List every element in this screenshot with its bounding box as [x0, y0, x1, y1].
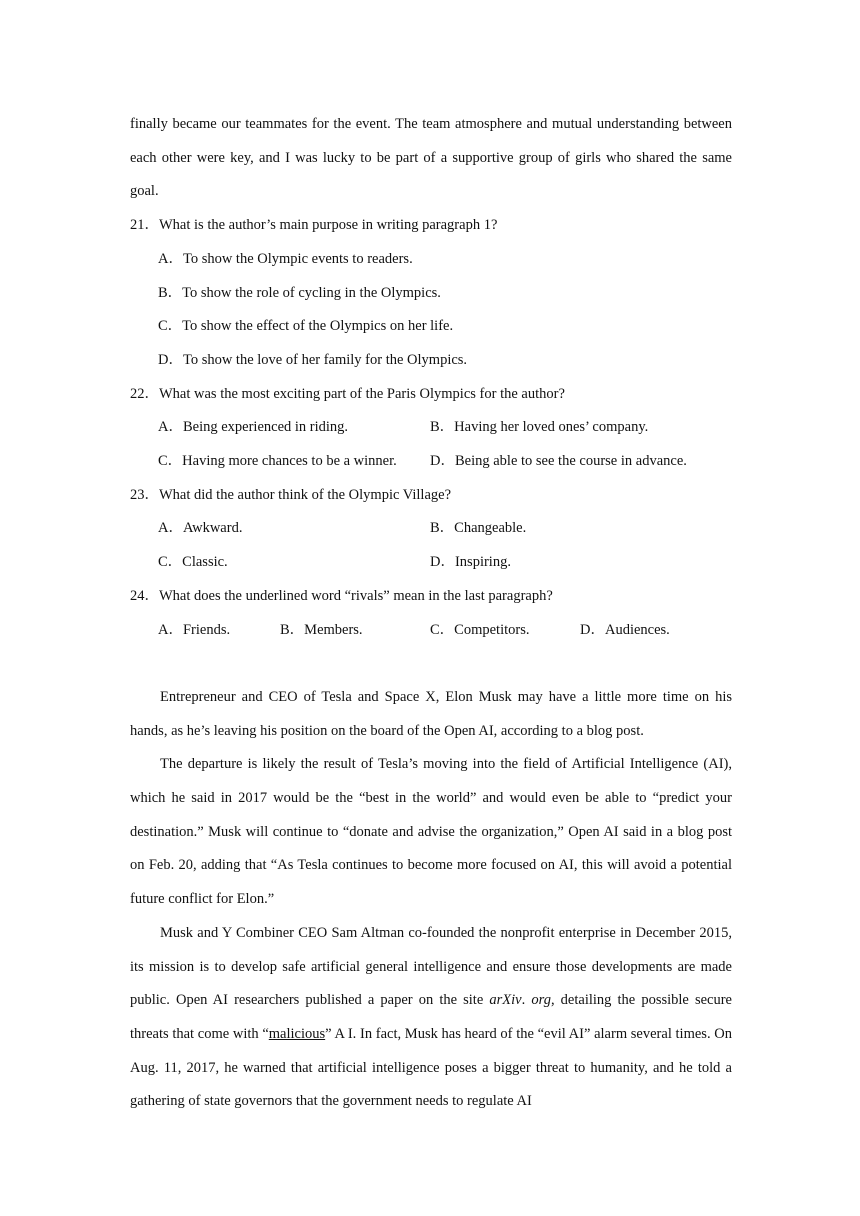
text-run: . [521, 992, 532, 1009]
option-d: D．Audiences. [580, 621, 670, 638]
question-stem [130, 209, 732, 243]
passage-paragraph-1: Entrepreneur and CEO of Tesla and Space X, Elon Musk may have a little more time on his hands, as he’s leaving his position on the board of the Open AI, according to a blog post. [130, 688, 732, 739]
option-c: C．Classic. [158, 554, 228, 571]
option-a: A．Being experienced in riding. [158, 419, 349, 436]
section-gap [130, 647, 732, 681]
site-domain: org [531, 992, 551, 1009]
question-text: What does the underlined word “rivals” mean in the last paragraph? [159, 587, 553, 604]
text-run: , detailing the possible secure threats that come with “ [130, 992, 732, 1042]
question-number: 22． [130, 385, 159, 402]
option-b: B．To show the role of cycling in the Olympics. [158, 284, 441, 301]
option-row [158, 546, 732, 580]
question-21 [130, 209, 732, 378]
option-a: A．Awkward. [158, 520, 243, 537]
option-c: C．Competitors. [430, 621, 530, 638]
question-24 [130, 580, 732, 647]
question-number: 24． [130, 587, 159, 604]
option-b: B．Changeable. [430, 520, 527, 537]
option-d: D．To show the love of her family for the Olympics. [158, 351, 468, 368]
question-stem [130, 378, 732, 412]
underlined-word: malicious [268, 1025, 326, 1042]
passage-paragraph-2: The departure is likely the result of Tesla’s moving into the field of Artificial Intelligence (AI), which he said in 2017 would be the “best in the world” and would even be able to “predict your destination.” Musk will continue to “donate and advise the organization,” Open AI said in a blog post on Feb. 20, adding that “As Tesla continues to become more focused on AI, this will avoid a potential future conflict for Elon.” [130, 756, 732, 908]
question-number: 23． [130, 486, 159, 503]
intro-paragraph: finally became our teammates for the event. The team atmosphere and mutual understanding between each other were key, and I was lucky to be part of a supportive group of girls who shared the same goal. [130, 116, 732, 200]
site-name: arXiv [489, 992, 522, 1009]
option-c: C．Having more chances to be a winner. [158, 453, 397, 470]
passage-paragraph-3 [130, 917, 732, 1119]
option-row [158, 512, 732, 546]
option-a: A．To show the Olympic events to readers. [158, 250, 413, 267]
question-text: What was the most exciting part of the Paris Olympics for the author? [159, 385, 565, 402]
question-text: What did the author think of the Olympic Village? [159, 486, 452, 503]
option-b: B．Having her loved ones’ company. [430, 419, 649, 436]
question-22 [130, 378, 732, 479]
document-page [130, 108, 732, 1119]
question-23 [130, 479, 732, 580]
question-number: 21． [130, 217, 159, 234]
option-row [158, 411, 732, 445]
option-c: C．To show the effect of the Olympics on her life. [158, 318, 454, 335]
option-row [158, 445, 732, 479]
option-d: D．Being able to see the course in advance. [430, 453, 687, 470]
option-b: B．Members. [280, 621, 363, 638]
text-run: Musk and Y Combiner CEO Sam Altman co-founded the nonprofit enterprise in December 2015, its mission is to develop safe artificial general intelligence and ensure those developments are made public. Open AI researchers published a paper on the site [130, 924, 732, 1009]
text-run: ” A I. In fact, Musk has heard of the “evil AI” alarm several times. On Aug. 11, 2017, he warned that artificial intelligence poses a bigger threat to humanity, and he told a gathering of state governors that the government needs to regulate AI [130, 1025, 732, 1110]
question-stem [130, 580, 732, 614]
question-text: What is the author’s main purpose in writing paragraph 1? [159, 217, 498, 234]
option-row [158, 614, 732, 648]
question-stem [130, 479, 732, 513]
option-d: D．Inspiring. [430, 554, 511, 571]
option-a: A．Friends. [158, 621, 231, 638]
